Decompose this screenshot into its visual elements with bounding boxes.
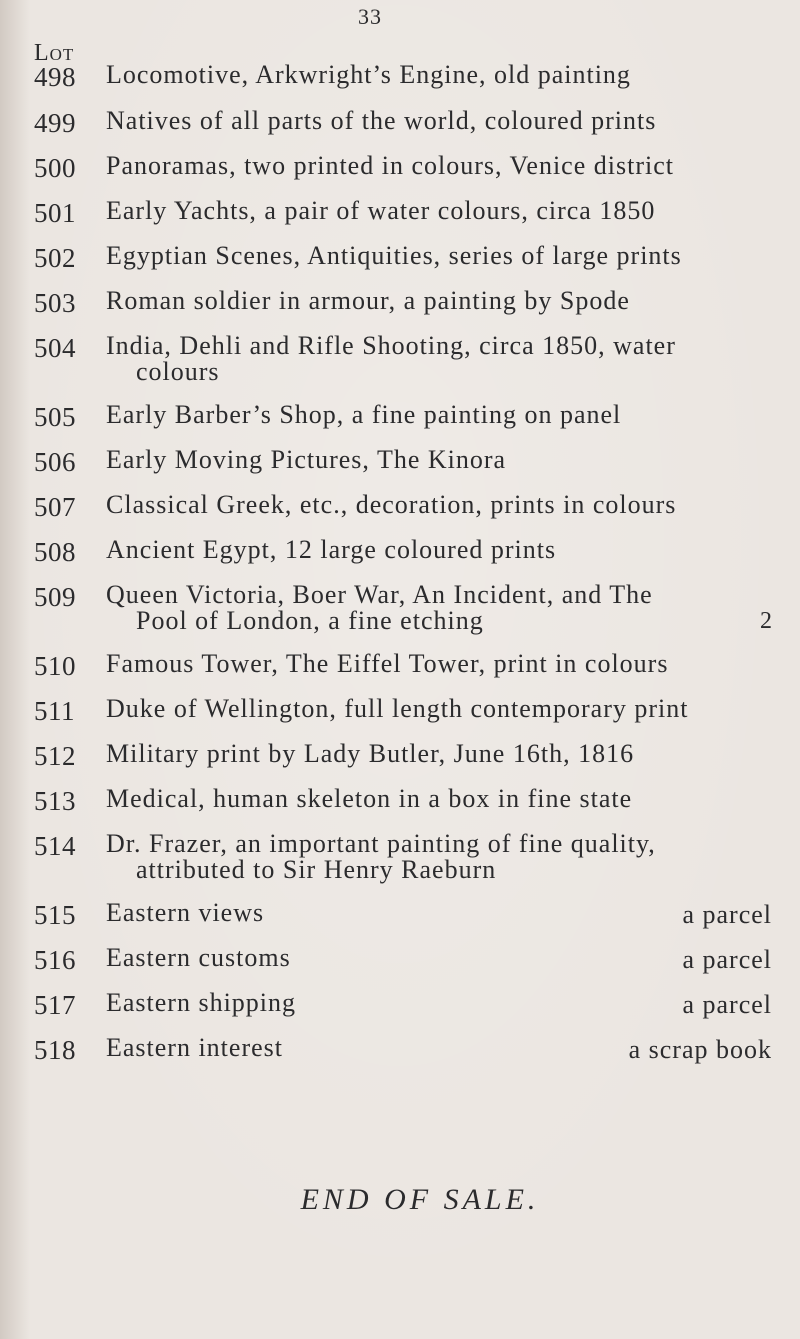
lot-number: 504 [34, 333, 76, 363]
lot-description: Famous Tower, The Eiffel Tower, print in colours [106, 649, 669, 678]
lot-number: 509 [34, 582, 76, 612]
lot-number: 505 [34, 402, 76, 432]
lot-number: 508 [34, 537, 76, 567]
lot-column-header: Lot [34, 40, 75, 66]
lot-number: 515 [34, 900, 76, 930]
lot-quantity: a scrap book [628, 1035, 772, 1064]
lot-number: 516 [34, 945, 76, 975]
lot-description: Early Barber’s Shop, a fine painting on panel [106, 400, 622, 429]
lot-description: Queen Victoria, Boer War, An Incident, and The Pool of London, a fine etching [106, 580, 653, 635]
lot-number: 510 [34, 651, 76, 681]
lot-description: Classical Greek, etc., decoration, prints in colours [106, 490, 677, 519]
lot-description: Locomotive, Arkwright’s Engine, old painting [106, 60, 631, 89]
lot-description: Duke of Wellington, full length contemporary print [106, 694, 689, 723]
lot-description: Panoramas, two printed in colours, Venice district [106, 151, 674, 180]
lot-number: 499 [34, 108, 76, 138]
lot-quantity: a parcel [682, 900, 772, 929]
page-number: 33 [358, 4, 382, 29]
lot-description: Eastern interest [106, 1033, 283, 1062]
lot-description: Ancient Egypt, 12 large coloured prints [106, 535, 557, 564]
lot-description: Eastern customs [106, 943, 291, 972]
lot-number: 517 [34, 990, 76, 1020]
lot-description: Medical, human skeleton in a box in fine state [106, 784, 633, 813]
lot-number: 513 [34, 786, 76, 816]
end-of-sale-text: END OF SALE. [300, 1183, 540, 1216]
lot-description: Roman soldier in armour, a painting by Spode [106, 286, 630, 315]
lot-number: 502 [34, 243, 76, 273]
lot-description: Early Yachts, a pair of water colours, circa 1850 [106, 196, 656, 225]
lot-number: 506 [34, 447, 76, 477]
lot-number: 512 [34, 741, 76, 771]
lot-number: 500 [34, 153, 76, 183]
lot-number: 514 [34, 831, 76, 861]
lot-description: Natives of all parts of the world, coloured prints [106, 106, 657, 135]
lot-description: India, Dehli and Rifle Shooting, circa 1850, water colours [106, 331, 676, 386]
lot-number: 503 [34, 288, 76, 318]
lot-description: Eastern views [106, 898, 265, 927]
lot-number: 507 [34, 492, 76, 522]
lot-number: 501 [34, 198, 76, 228]
lot-number: 511 [34, 696, 75, 726]
lot-description: Dr. Frazer, an important painting of fine quality, attributed to Sir Henry Raeburn [106, 829, 656, 884]
lot-description: Egyptian Scenes, Antiquities, series of large prints [106, 241, 682, 270]
page-edge-shadow [0, 0, 30, 1339]
lot-description: Early Moving Pictures, The Kinora [106, 445, 507, 474]
lot-quantity: a parcel [682, 945, 772, 974]
lot-quantity: a parcel [682, 990, 772, 1019]
lot-number: 498 [34, 62, 76, 92]
lot-description: Military print by Lady Butler, June 16th, 1816 [106, 739, 635, 768]
margin-mark: 2 [760, 608, 772, 634]
lot-number: 518 [34, 1035, 76, 1065]
lot-description: Eastern shipping [106, 988, 297, 1017]
